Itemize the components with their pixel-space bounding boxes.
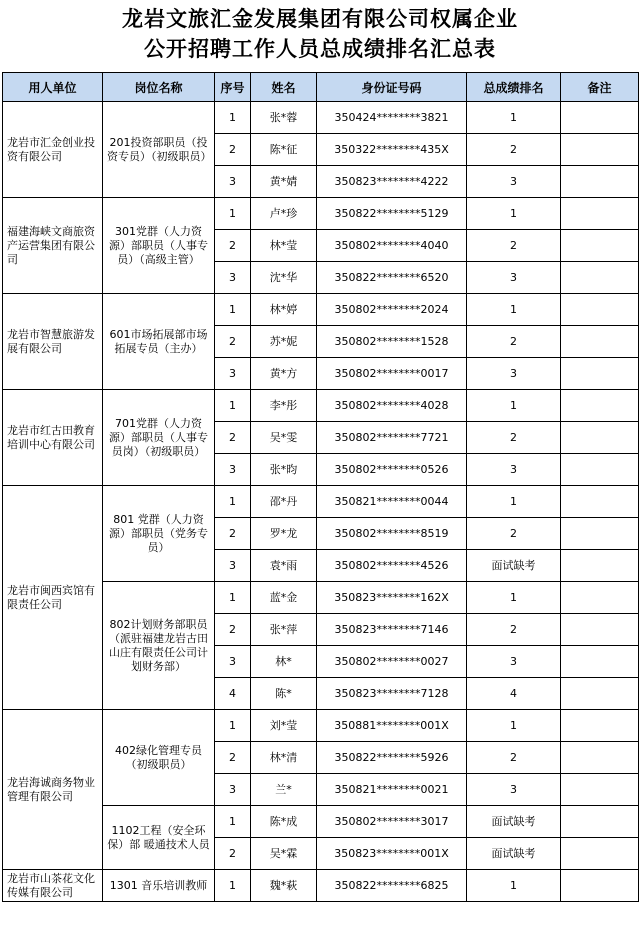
cell-id: 350322********435X [317, 134, 467, 166]
cell-rank: 2 [467, 230, 561, 262]
cell-rank: 3 [467, 358, 561, 390]
cell-post: 201投资部职员（投资专员）（初级职员） [103, 102, 215, 198]
page-title-line1: 龙岩文旅汇金发展集团有限公司权属企业 [122, 7, 518, 31]
cell-note [561, 678, 639, 710]
cell-seq: 3 [215, 550, 251, 582]
table-body [3, 102, 639, 902]
cell-id: 350802********1528 [317, 326, 467, 358]
table-row [3, 486, 639, 518]
header-unit: 用人单位 [3, 73, 103, 102]
cell-name: 张*昀 [251, 454, 317, 486]
cell-note [561, 230, 639, 262]
cell-id: 350821********0021 [317, 774, 467, 806]
cell-id: 350802********2024 [317, 294, 467, 326]
table-row [3, 198, 639, 230]
cell-id: 350822********6825 [317, 870, 467, 902]
cell-seq: 2 [215, 742, 251, 774]
cell-post: 1301 音乐培训教师 [103, 870, 215, 902]
cell-name: 张*萍 [251, 614, 317, 646]
cell-unit: 龙岩海诚商务物业管理有限公司 [3, 710, 103, 870]
cell-post: 701党群（人力资源）部职员（人事专员岗）（初级职员） [103, 390, 215, 486]
cell-rank: 2 [467, 614, 561, 646]
cell-id: 350802********4040 [317, 230, 467, 262]
cell-name: 袁*雨 [251, 550, 317, 582]
cell-name: 刘*莹 [251, 710, 317, 742]
cell-rank: 3 [467, 646, 561, 678]
cell-rank: 2 [467, 422, 561, 454]
cell-rank: 2 [467, 134, 561, 166]
cell-note [561, 454, 639, 486]
cell-seq: 1 [215, 198, 251, 230]
cell-note [561, 134, 639, 166]
cell-seq: 3 [215, 646, 251, 678]
cell-note [561, 614, 639, 646]
cell-name: 黄*婧 [251, 166, 317, 198]
cell-note [561, 422, 639, 454]
cell-seq: 1 [215, 102, 251, 134]
cell-seq: 2 [215, 838, 251, 870]
table-row [3, 294, 639, 326]
cell-rank: 3 [467, 454, 561, 486]
header-rank: 总成绩排名 [467, 73, 561, 102]
cell-name: 李*彤 [251, 390, 317, 422]
cell-seq: 3 [215, 454, 251, 486]
cell-note [561, 838, 639, 870]
cell-seq: 1 [215, 582, 251, 614]
cell-id: 350823********4222 [317, 166, 467, 198]
header-post: 岗位名称 [103, 73, 215, 102]
cell-note [561, 326, 639, 358]
cell-rank: 3 [467, 774, 561, 806]
page-title-line2: 公开招聘工作人员总成绩排名汇总表 [144, 37, 496, 61]
header-note: 备注 [561, 73, 639, 102]
cell-seq: 4 [215, 678, 251, 710]
cell-seq: 2 [215, 422, 251, 454]
cell-unit: 龙岩市闽西宾馆有限责任公司 [3, 486, 103, 710]
cell-name: 陈*征 [251, 134, 317, 166]
cell-id: 350802********0017 [317, 358, 467, 390]
cell-name: 陈*成 [251, 806, 317, 838]
cell-seq: 2 [215, 230, 251, 262]
cell-seq: 1 [215, 806, 251, 838]
cell-post: 1102工程（安全环保）部 暖通技术人员 [103, 806, 215, 870]
cell-seq: 3 [215, 358, 251, 390]
cell-name: 张*蓉 [251, 102, 317, 134]
cell-name: 吴*雯 [251, 422, 317, 454]
cell-rank: 面试缺考 [467, 806, 561, 838]
cell-note [561, 390, 639, 422]
cell-rank: 1 [467, 102, 561, 134]
cell-note [561, 742, 639, 774]
cell-note [561, 166, 639, 198]
table-row [3, 390, 639, 422]
header-seq: 序号 [215, 73, 251, 102]
cell-name: 魏*萩 [251, 870, 317, 902]
cell-id: 350802********3017 [317, 806, 467, 838]
cell-name: 黄*方 [251, 358, 317, 390]
header-id: 身份证号码 [317, 73, 467, 102]
header-row [3, 73, 639, 102]
cell-name: 蓝*金 [251, 582, 317, 614]
cell-id: 350822********5129 [317, 198, 467, 230]
table-row [3, 870, 639, 902]
cell-id: 350821********0044 [317, 486, 467, 518]
cell-note [561, 262, 639, 294]
cell-unit: 福建海峡文商旅资产运营集团有限公司 [3, 198, 103, 294]
cell-id: 350822********5926 [317, 742, 467, 774]
cell-id: 350802********4028 [317, 390, 467, 422]
cell-note [561, 870, 639, 902]
cell-id: 350823********001X [317, 838, 467, 870]
cell-id: 350823********162X [317, 582, 467, 614]
cell-id: 350802********0027 [317, 646, 467, 678]
cell-rank: 1 [467, 390, 561, 422]
cell-name: 陈* [251, 678, 317, 710]
cell-rank: 1 [467, 486, 561, 518]
cell-rank: 4 [467, 678, 561, 710]
cell-id: 350802********7721 [317, 422, 467, 454]
cell-note [561, 358, 639, 390]
cell-rank: 1 [467, 582, 561, 614]
cell-seq: 2 [215, 326, 251, 358]
cell-note [561, 486, 639, 518]
cell-rank: 3 [467, 166, 561, 198]
cell-unit: 龙岩市智慧旅游发展有限公司 [3, 294, 103, 390]
cell-seq: 2 [215, 518, 251, 550]
cell-id: 350424********3821 [317, 102, 467, 134]
cell-unit: 龙岩市汇金创业投资有限公司 [3, 102, 103, 198]
cell-rank: 面试缺考 [467, 838, 561, 870]
table-row [3, 102, 639, 134]
cell-seq: 1 [215, 390, 251, 422]
cell-name: 罗*龙 [251, 518, 317, 550]
cell-name: 林*莹 [251, 230, 317, 262]
cell-id: 350823********7146 [317, 614, 467, 646]
cell-note [561, 518, 639, 550]
cell-seq: 1 [215, 870, 251, 902]
cell-note [561, 294, 639, 326]
cell-rank: 1 [467, 294, 561, 326]
cell-unit: 龙岩市山茶花文化传媒有限公司 [3, 870, 103, 902]
cell-seq: 3 [215, 774, 251, 806]
cell-name: 邵*丹 [251, 486, 317, 518]
cell-rank: 1 [467, 870, 561, 902]
cell-rank: 面试缺考 [467, 550, 561, 582]
cell-note [561, 102, 639, 134]
cell-name: 林* [251, 646, 317, 678]
cell-note [561, 550, 639, 582]
cell-id: 350802********4526 [317, 550, 467, 582]
cell-seq: 1 [215, 710, 251, 742]
cell-id: 350802********0526 [317, 454, 467, 486]
cell-id: 350802********8519 [317, 518, 467, 550]
cell-id: 350823********7128 [317, 678, 467, 710]
cell-post: 601市场拓展部市场拓展专员（主办） [103, 294, 215, 390]
cell-note [561, 774, 639, 806]
cell-note [561, 646, 639, 678]
cell-id: 350822********6520 [317, 262, 467, 294]
cell-name: 兰* [251, 774, 317, 806]
cell-name: 苏*妮 [251, 326, 317, 358]
cell-post: 402绿化管理专员（初级职员） [103, 710, 215, 806]
cell-seq: 2 [215, 614, 251, 646]
cell-note [561, 582, 639, 614]
cell-rank: 1 [467, 710, 561, 742]
cell-note [561, 806, 639, 838]
cell-name: 林*清 [251, 742, 317, 774]
header-name: 姓名 [251, 73, 317, 102]
cell-rank: 1 [467, 198, 561, 230]
cell-seq: 3 [215, 262, 251, 294]
cell-rank: 3 [467, 262, 561, 294]
cell-post: 801 党群（人力资源）部职员（党务专员） [103, 486, 215, 582]
cell-id: 350881********001X [317, 710, 467, 742]
cell-name: 吴*霖 [251, 838, 317, 870]
cell-seq: 1 [215, 486, 251, 518]
cell-seq: 2 [215, 134, 251, 166]
cell-rank: 2 [467, 518, 561, 550]
cell-note [561, 198, 639, 230]
cell-rank: 2 [467, 742, 561, 774]
cell-unit: 龙岩市红古田教育培训中心有限公司 [3, 390, 103, 486]
results-table [2, 72, 639, 902]
cell-note [561, 710, 639, 742]
cell-post: 802计划财务部职员（派驻福建龙岩古田山庄有限责任公司计划财务部） [103, 582, 215, 710]
cell-seq: 3 [215, 166, 251, 198]
table-row [3, 710, 639, 742]
cell-post: 301党群（人力资源）部职员（人事专员）（高级主管） [103, 198, 215, 294]
cell-seq: 1 [215, 294, 251, 326]
cell-name: 沈*华 [251, 262, 317, 294]
cell-name: 卢*珍 [251, 198, 317, 230]
cell-name: 林*婷 [251, 294, 317, 326]
cell-rank: 2 [467, 326, 561, 358]
